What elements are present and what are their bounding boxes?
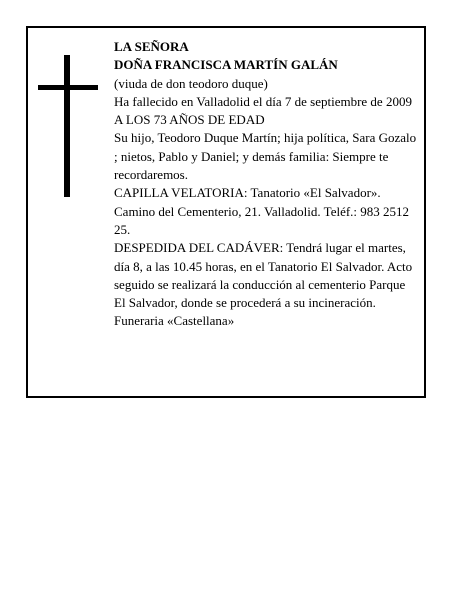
obituary-text [114,38,420,331]
death-statement: Ha fallecido en Valladolid el día 7 de septiembre de 2009 [114,93,412,109]
funeral-home: Funeraria «Castellana» [114,313,235,329]
cross-horizontal-bar [38,85,98,90]
farewell-paragraph: DESPEDIDA DEL CADÁVER: Tendrá lugar el martes, día 8, a las 10.45 horas, en el Tanatorio El Salvador. Acto seguido se realizará la conducción al cementerio Parque El Salvador, donde se procederá a su incineración. [114,240,413,311]
latin-cross-icon [38,55,98,197]
chapel-paragraph: CAPILLA VELATORIA: Tanatorio «El Salvador». Camino del Cementerio, 21. Valladolid. Teléf.: 983 2512 25. [114,185,410,237]
age-statement: A LOS 73 AÑOS DE EDAD [114,112,265,128]
notice-title-line1: LA SEÑORA [114,39,189,54]
family-paragraph: Su hijo, Teodoro Duque Martín; hija política, Sara Gozalo ; nietos, Pablo y Daniel; y demás familia: Siempre te recordaremos. [114,130,417,183]
deceased-name: DOÑA FRANCISCA MARTÍN GALÁN [114,57,338,73]
widow-of-line: (viuda de don teodoro duque) [114,75,268,91]
cross-vertical-bar [64,55,70,197]
